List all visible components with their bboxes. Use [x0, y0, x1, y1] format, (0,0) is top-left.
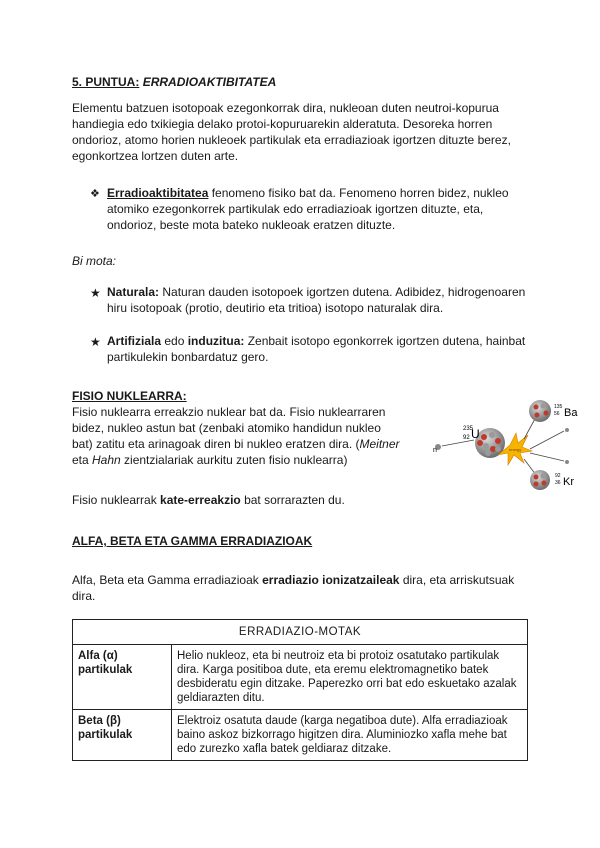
star-bullet-icon: ★	[90, 286, 101, 300]
table-header: ERRADIAZIO-MOTAK	[73, 620, 528, 645]
chain-term: kate-erreakzio	[160, 493, 241, 507]
kr-mass-label: 92	[555, 473, 561, 479]
type-natural	[107, 284, 527, 316]
radiation-heading: ALFA, BETA ETA GAMMA ERRADIAZIOAK	[72, 534, 313, 548]
row-type-alpha: Alfa (α) partikulak	[73, 645, 172, 710]
krypton-nucleus-icon	[530, 470, 550, 490]
fission-meitner: Meitner	[359, 437, 400, 451]
section-title: ERRADIOAKTIBITATEA	[142, 75, 277, 89]
chain-pre: Fisio nuklearrak	[72, 493, 161, 507]
section-number: 5. PUNTUA:	[72, 75, 140, 89]
fission-hahn: Hahn	[92, 453, 121, 467]
svg-text:n: n	[433, 447, 437, 454]
radiation-post: dira, eta arriskutsuak dira.	[72, 573, 515, 603]
neutron-icon	[565, 428, 569, 432]
row-type-beta: Beta (β) partikulak	[73, 710, 172, 761]
section-heading	[72, 74, 276, 90]
table-header-row	[73, 620, 528, 645]
radiation-term: erradiazio ionizatzaileak	[262, 573, 400, 587]
chain-reaction-line	[72, 492, 345, 508]
types-label: Bi mota:	[72, 254, 117, 268]
radiation-pre: Alfa, Beta eta Gamma erradiazioak	[72, 573, 263, 587]
fission-diagram	[430, 395, 590, 495]
barium-nucleus-icon	[529, 400, 551, 422]
row-desc-beta: Elektroiz osatuta daude (karga negatiboa dute). Alfa erradiazioak baino askoz bizkorrago higitzen dira. Aluminiozko xafla mehe bat edo zurezko xafla batek geldiaraz ditzake.	[172, 710, 528, 761]
type-natural-text: Naturan dauden isotopoek igortzen dutena. Adibidez, hidrogenoaren hiru isotopoak (protio, deutirio eta tritioa) isotopo naturalak dira.	[107, 285, 526, 315]
incoming-neutron-icon	[433, 444, 441, 454]
ba-mass-label: 135	[554, 404, 563, 410]
u-symbol-label: U	[471, 427, 480, 441]
fission-text-2: zientzialariak aurkitu zuten fisio nuklearra)	[120, 453, 348, 467]
ba-z-label: 56	[554, 411, 560, 417]
svg-text:energy: energy	[509, 447, 522, 452]
fission-text-1: Fisio nuklearra erreakzio nuklear bat da. Fisio nuklearraren bidez, nukleo astun bat (zenbaki atomiko handidun nukleo bat) zatitu eta arinagoak diren bi nukleo eratzen dira. (	[72, 405, 386, 451]
kr-z-label: 36	[555, 480, 561, 486]
star-bullet-icon: ★	[90, 335, 101, 349]
type-artificial	[107, 333, 527, 365]
definition-text: fenomeno fisiko bat da. Fenomeno horren bidez, nukleo atomiko ezegonkorrek partikulak edo erradiazioak igortzen dituzte, eta, ondorioz, beste mota bateko nukleoak eratzen dituzte.	[107, 186, 509, 232]
intro-paragraph: Elementu batzuen isotopoak ezegonkorrak dira, nukleoan duten neutroi-kopurua handiegia edo txikiegia delako protoi-kopuruarekin alderatuta. Desoreka horren ondorioz, atomo horien nukleoek partikulak eta erradiazioak igortzen dituzte berez, egonkortzea lortzen duten arte.	[72, 101, 511, 163]
u-mass-label: 235	[463, 426, 474, 432]
diamond-bullet-icon: ❖	[90, 188, 100, 200]
ba-symbol-label: Ba	[564, 407, 578, 419]
radiation-paragraph	[72, 572, 527, 604]
radiation-types-table	[72, 619, 528, 761]
row-desc-alpha: Helio nukleoz, eta bi neutroiz eta bi protoiz osatutako partikulak dira. Karga positiboa dute, eta eremu elektromagnetiko batek desbideratu egin ditzake. Paperezko orri bat edo eskuetako azalak geldiarazten ditu.	[172, 645, 528, 710]
type-artificial-mid: edo	[161, 334, 188, 348]
type-artificial-term2: induzitua:	[187, 334, 245, 348]
u-z-label: 92	[463, 435, 470, 441]
chain-post: bat sorrarazten du.	[240, 493, 345, 507]
fission-eta: eta	[72, 453, 93, 467]
fission-heading: FISIO NUKLEARRA:	[72, 389, 187, 403]
definition-term: Erradioaktibitatea	[107, 186, 209, 200]
neutron-icon	[565, 460, 569, 464]
table-row	[73, 645, 528, 710]
definition-paragraph	[107, 185, 527, 233]
type-artificial-text: Zenbait isotopo egonkorrek igortzen dutena, hainbat partikulekin bonbardatuz gero.	[107, 334, 526, 364]
kr-symbol-label: Kr	[563, 476, 574, 488]
type-artificial-term: Artifiziala	[107, 334, 162, 348]
type-natural-term: Naturala:	[107, 285, 160, 299]
fission-paragraph	[72, 404, 402, 468]
table-row	[73, 710, 528, 761]
